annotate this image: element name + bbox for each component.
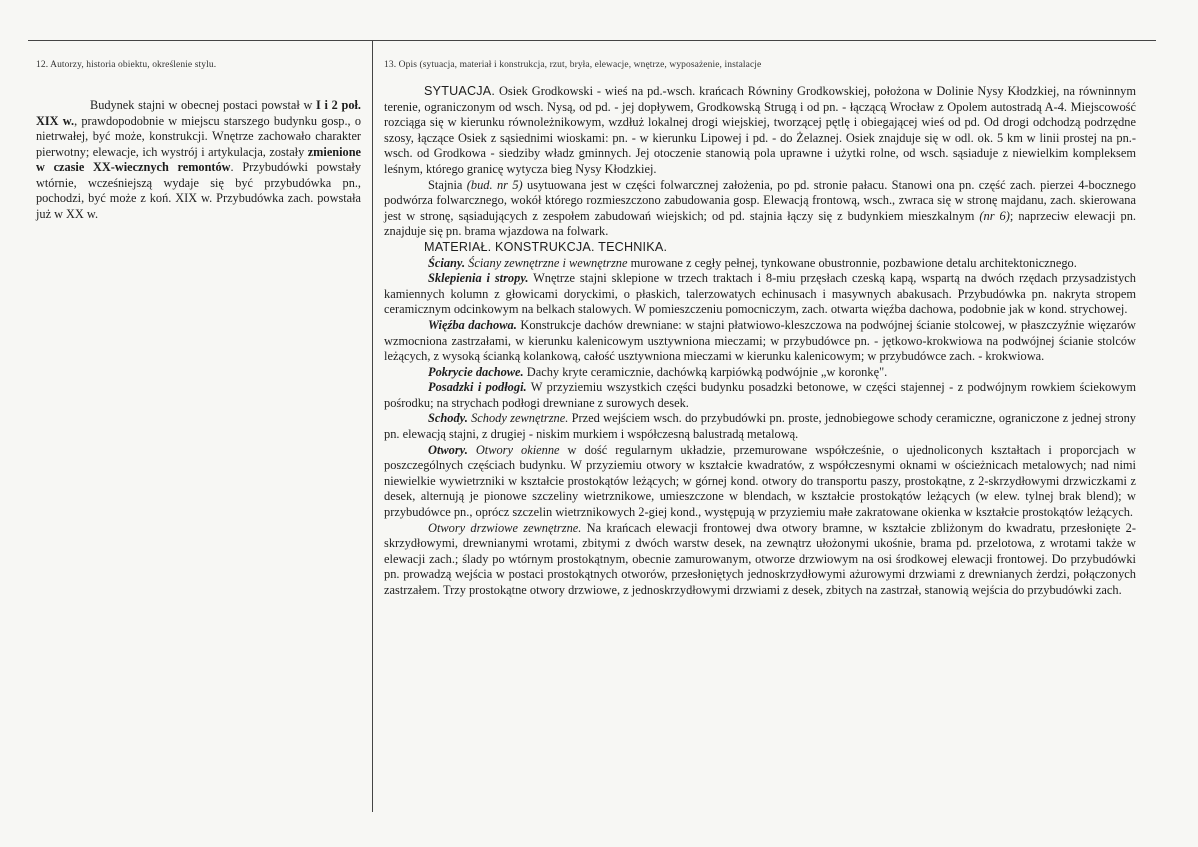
drzwi-heading: Otwory drzwiowe zewnętrzne. — [428, 520, 582, 535]
wiezba-heading: Więźba dachowa. — [428, 317, 517, 332]
section-12-label: 12. Autorzy, historia obiektu, określenie stylu. — [36, 60, 217, 70]
material-heading: MATERIAŁ. KONSTRUKCJA. TECHNIKA. — [424, 239, 668, 254]
description-body — [384, 84, 1136, 599]
sciany-heading: Ściany. — [428, 255, 466, 270]
sytuacja-paragraph: SYTUACJA. Osiek Grodkowski - wieś na pd.-wsch. krańcach Równiny Grodkowskiej, położona w Dolinie Nysy Kłodzkiej, na równinnym terenie, ograniczonym od wsch. Nysą, od pd. - jej dopływem, Grodkowską Strugą i od pn. - łączącą Wrocław z Opolem autostradą A-4. Miejscowość rozciąga się w kierunku równoleżnikowym, wzdłuż lokalnej drogi wiejskiej, tworzącej pętlę i obiegającej wieś od pd. Od drogi odchodzą podrzędne szosy, łączące Osiek z sąsiednimi wioskami: pn. - w kierunku Lipowej i pd. - do Żelaznej. Osiek znajduje się w odl. ok. 5 km w linii prostej na pn.-wsch. od Grodkowa - siedziby władz gminnych. Jej otoczenie stanowią pola uprawne i użytki rolne, od wsch. sąsiaduje z niewielkim kompleksem leśnym, którego granicę wytycza bieg Nysy Kłodzkiej. — [384, 84, 1136, 176]
pokrycie-paragraph: Pokrycie dachowe. Dachy kryte ceramicznie, dachówką karpiówką podwójnie „w koronkę". — [428, 364, 888, 379]
top-rule — [28, 40, 1156, 41]
material-heading-line — [384, 240, 1136, 256]
column-divider — [372, 40, 373, 812]
posadzki-paragraph: Posadzki i podłogi. W przyziemiu wszystkich części budynku posadzki betonowe, w części stajennej - z podwójnym rowkiem ściekowym pośrodku; na strychach podłogi drewniane z surowych desek. — [384, 380, 1136, 410]
section-13-label: 13. Opis (sytuacja, materiał i konstrukcja, rzut, bryła, elewacje, wnętrze, wyposażenie, instalacje — [384, 60, 762, 70]
drzwi-paragraph: Otwory drzwiowe zewnętrzne. Na krańcach elewacji frontowej dwa otwory bramne, w kształcie zbliżonym do kwadratu, przesłonięte 2-skrzydłowymi, drewnianymi wrotami, zbitymi z dwóch warstw desek, na zewnątrz ułożonymi ukośnie, brama pd. przelotowa, z wrotami także w elewacji zach.; ślady po wtórnym prostokątnym, obecnie zamurowanym, otworze drzwiowym na osi środkowej elewacji frontowej. Do przybudówki pn. prowadzą wejścia w postaci prostokątnych otworów, przesłoniętych jednoskrzydłowymi ażurowymi drzwiami z drewnianych żerdzi, połączonych zastrzałem. Trzy prostokątne otwory drzwiowe, z jednoskrzydłowymi drzwiami z desek, zbitych na zastrzał, stanowią wejścia do przybudówki zach. — [384, 520, 1136, 597]
schody-heading: Schody. — [428, 411, 468, 426]
wiezba-paragraph: Więźba dachowa. Konstrukcje dachów drewniane: w stajni płatwiowo-kleszczowa na podwójnej ścianie stolcowej, w płaszczyźnie więzarów wzmocniona zastrzałami, w kierunku kalenicowym usztywniona mieczami; w przybudówce pn. - jętkowo-krokwiowa na podwójnej ścianie stolców leżących, z wysoką ścianką kolankową, całość usztywniona mieczami w kierunku kalenicowym; w przybudówce zach. - krokwiowa. — [384, 317, 1137, 364]
schody-paragraph: Schody. Schody zewnętrzne. Przed wejściem wsch. do przybudówki pn. proste, jednobiegowe schody ceramiczne, ograniczone z jednej strony pn. elewacją stajni, z drugiej - niskim murkiem i współczesną balustradą metalową. — [384, 411, 1136, 442]
history-paragraph: Budynek stajni w obecnej postaci powstał w I i 2 poł. XIX w., prawdopodobnie w miejscu starszego budynku gosp., o nietrwałej, być może, konstrukcji. Wnętrze zachowało charakter pierwotny; elewacje, ich wystrój i artykulacja, zostały zmienione w czasie XX-wiecznych remontów. Przybudówki powstały wtórnie, wcześniejszą wydaje się być przybudówka pn., pochodzi, być może z koń. XIX w. Przybudówka zach. powstała już w XX w. — [36, 98, 361, 221]
otwory-paragraph: Otwory. Otwory okienne w dość regularnym układzie, przemurowane współcześnie, o ujednoliconych kształtach i proporcjach w poszczególnych częściach budynku. W przyziemiu otwory w kształcie kwadratów, z współczesnymi oknami w ościeżnicach metalowych; nad nimi niewielkie wywietrzniki w kształcie prostokątów leżących; w górnej kond. otwory do transportu paszy, prostokątne, z 2-skrzydłowymi drzwiczkami z desek, alternują je pionowe szczeliny wietrznikowe, umieszczone w blendach, w kształcie prostokątów leżących (w elew. tylnej brak blend); w przybudówce pn., oprócz szczelin wietrznikowych 2-giej kond., występują w przyziemiu małe zakratowane okienka w kształcie prostokątów leżących. — [384, 442, 1136, 520]
otwory-heading: Otwory. — [428, 442, 468, 457]
sciany-paragraph: Ściany. Ściany zewnętrzne i wewnętrzne murowane z cegły pełnej, tynkowane obustronnie, pozbawione detalu architektonicznego. — [428, 255, 1077, 270]
right-column — [384, 60, 1136, 599]
sklepienia-heading: Sklepienia i stropy. — [428, 271, 529, 286]
left-column — [36, 60, 361, 222]
stajnia-paragraph: Stajnia (bud. nr 5) usytuowana jest w części folwarcznej założenia, po pd. stronie pałacu. Stanowi ona pn. część zach. pierzei 4-bocznego podwórza folwarcznego, wokół którego rozmieszczono zabudowania gosp. Elewacją frontową, wsch., zwraca się w stronę majdanu, zach. skierowana jest w stronę, sąsiadujących z zespołem zabudowań wiejskich; od pd. stajnia łączy się z budynkiem mieszkalnym (nr 6); naprzeciw elewacji pn. znajduje się pn. brama wjazdowa na folwark. — [384, 177, 1136, 239]
sklepienia-paragraph: Sklepienia i stropy. Wnętrze stajni sklepione w trzech traktach i 8-miu przęsłach czeską kapą, wspartą na dwóch rzędach przysadzistych kamiennych kolumn z głowicami doryckimi, o płaskich, talerzowatych echinusach i masywnych abakusach. Przybudówka pn. nakryta stropem ceramicznym odcinkowym na belkach stalowych. W pomieszczeniu pomocniczym, zach. otwarta więźba dachowa, podobnie jak w kond. strychowej. — [384, 271, 1137, 317]
sytuacja-heading: SYTUACJA. — [424, 84, 496, 98]
posadzki-heading: Posadzki i podłogi. — [428, 380, 527, 395]
pokrycie-heading: Pokrycie dachowe. — [428, 364, 524, 379]
